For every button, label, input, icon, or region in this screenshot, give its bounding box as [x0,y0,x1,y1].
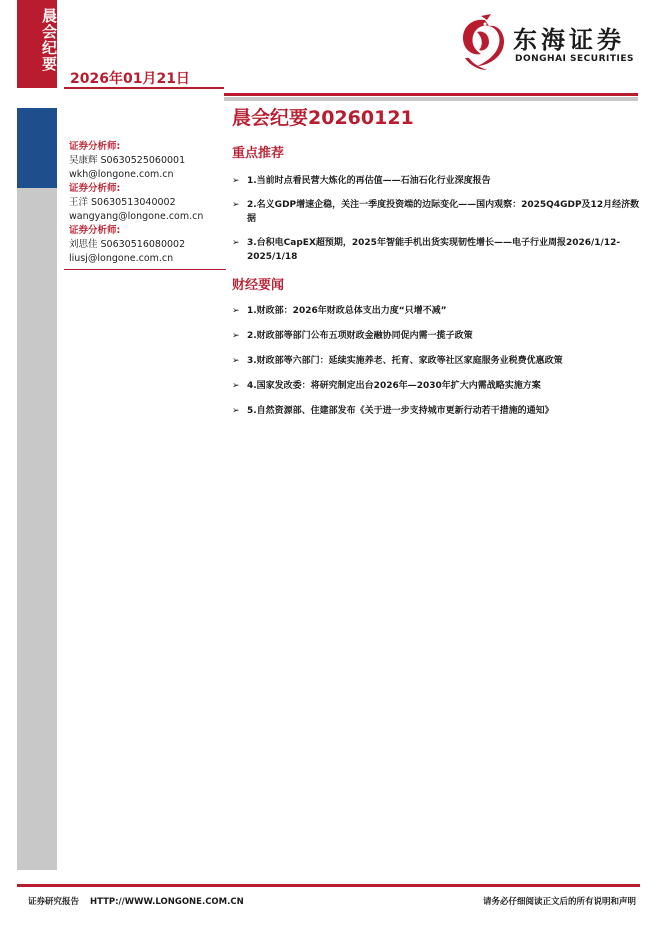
analyst-email[interactable]: wkh@longone.com.cn [69,169,174,180]
list-item[interactable] [232,174,642,188]
list-item[interactable] [232,379,642,393]
analyst-email[interactable]: liusj@longone.com.cn [69,253,174,264]
item-text: 1.财政部：2026年财政总体支出力度“只增不减” [247,306,447,316]
arrow-bullet-icon: ➢ [232,200,240,210]
side-bar-blue [17,108,57,188]
analyst-name-id: 刘思佳 S0630516080002 [69,239,186,250]
arrow-bullet-icon: ➢ [232,381,240,391]
item-list [232,304,642,418]
analyst-role: 证券分析师: [69,225,121,236]
footer-disclaimer: 请务必仔细阅读正文后的所有说明和声明 [482,897,636,907]
header-rule-grey [224,97,638,101]
arrow-bullet-icon: ➢ [232,356,240,366]
arrow-bullet-icon: ➢ [232,406,240,416]
section-heading: 重点推荐 [232,146,285,161]
dragon-logo-icon [455,14,507,74]
list-item[interactable] [232,304,642,318]
logo-english-name: DONGHAI SECURITIES [515,54,634,64]
date-divider [64,87,224,89]
analyst-block [69,140,227,182]
list-item[interactable] [232,354,642,368]
item-text: 4.国家发改委：将研究制定出台2026年—2030年扩大内需战略实施方案 [247,381,541,391]
item-list [232,174,642,264]
footer-left [28,895,252,907]
company-logo [455,14,640,78]
arrow-bullet-icon: ➢ [232,331,240,341]
item-text: 2.财政部等部门公布五项财政金融协同促内需一揽子政策 [247,331,473,341]
item-text: 2.名义GDP增速企稳，关注一季度投资端的边际变化——国内观察：2025Q4GDP及12月经济数据 [247,200,640,224]
footer-report-label: 证券研究报告 [28,897,80,907]
report-date: 2026年01月21日 [70,71,190,87]
list-item[interactable] [232,329,642,343]
side-bar-grey [17,188,57,870]
arrow-bullet-icon: ➢ [232,176,240,186]
document-title: 晨会纪要20260121 [232,107,414,129]
footer-url-link[interactable]: HTTP://WWW.LONGONE.COM.CN [89,897,244,907]
list-item[interactable] [232,404,642,418]
item-text: 1.当前时点看民营大炼化的再估值——石油石化行业深度报告 [247,176,491,186]
analyst-role: 证券分析师: [69,183,121,194]
analyst-email[interactable]: wangyang@longone.com.cn [69,211,204,222]
item-text: 5.自然资源部、住建部发布《关于进一步支持城市更新行动若干措施的通知》 [247,406,554,416]
arrow-bullet-icon: ➢ [232,238,240,248]
section-financial-news [232,276,642,418]
section-heading: 财经要闻 [232,278,285,293]
list-item[interactable] [232,198,642,226]
analyst-block [69,182,227,224]
section-key-recommendations [232,144,642,264]
main-content [232,104,642,429]
item-text: 3.台积电CapEX超预期，2025年智能手机出货实现韧性增长——电子行业周报2026/1/12-2025/1/18 [247,238,621,262]
header-rule-red [224,93,638,96]
list-item[interactable] [232,236,642,264]
analyst-divider [64,269,226,270]
analyst-block [69,224,227,266]
side-tag [17,0,57,88]
analyst-list [69,140,227,266]
analyst-name-id: 吴康辉 S0630525060001 [69,155,186,166]
logo-chinese-name: 东海证券 [513,26,625,54]
side-tag-label: 晨会纪要 [40,8,58,72]
item-text: 3.财政部等六部门：延续实施养老、托育、家政等社区家庭服务业税费优惠政策 [247,356,563,366]
analyst-name-id: 王洋 S0630513040002 [69,197,176,208]
analyst-role: 证券分析师: [69,141,121,152]
footer-rule [17,884,640,887]
arrow-bullet-icon: ➢ [232,306,240,316]
